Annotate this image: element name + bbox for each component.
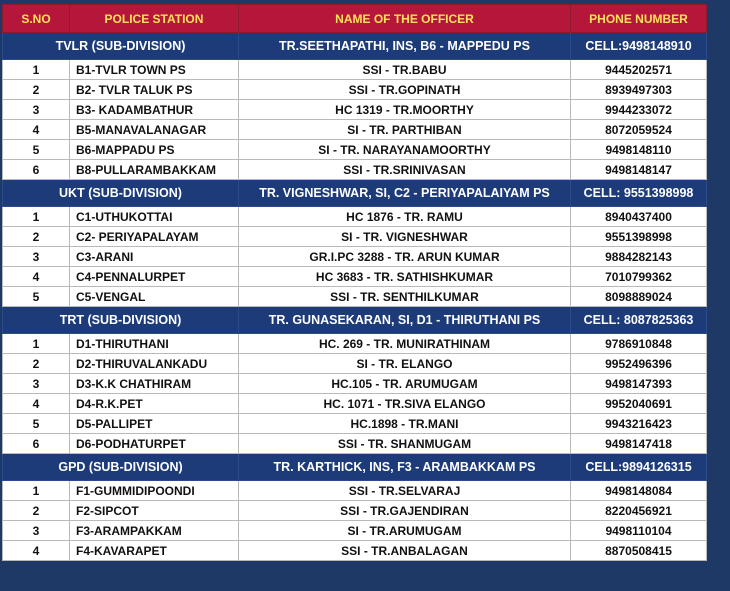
serial-number: 6 [3,434,70,454]
officer-name: HC.105 - TR. ARUMUGAM [239,374,571,394]
police-station-name: D5-PALLIPET [70,414,239,434]
phone-number: 9551398998 [571,227,707,247]
header-row [3,5,707,33]
serial-number: 4 [3,267,70,287]
phone-number: 9498110104 [571,521,707,541]
officer-name: SI - TR. PARTHIBAN [239,120,571,140]
police-station-name: C1-UTHUKOTTAI [70,207,239,227]
table-body [3,33,707,561]
officer-name: SSI - TR.ANBALAGAN [239,541,571,561]
subdivision-phone: CELL: 8087825363 [571,307,707,334]
officer-name: HC 3683 - TR. SATHISHKUMAR [239,267,571,287]
table-row [3,80,707,100]
subdivision-name: TVLR (SUB-DIVISION) [3,33,239,60]
table-row [3,521,707,541]
officer-name: SI - TR. VIGNESHWAR [239,227,571,247]
officer-name: HC 1319 - TR.MOORTHY [239,100,571,120]
serial-number: 2 [3,80,70,100]
serial-number: 3 [3,521,70,541]
phone-number: 9498147418 [571,434,707,454]
subdivision-phone: CELL: 9551398998 [571,180,707,207]
table-row [3,374,707,394]
officer-name: SI - TR. NARAYANAMOORTHY [239,140,571,160]
police-station-name: F1-GUMMIDIPOONDI [70,481,239,501]
police-station-name: B6-MAPPADU PS [70,140,239,160]
officer-name: SSI - TR.SELVARAJ [239,481,571,501]
table-row [3,414,707,434]
subdivision-name: TRT (SUB-DIVISION) [3,307,239,334]
serial-number: 1 [3,60,70,80]
table-row [3,160,707,180]
header-officer: NAME OF THE OFFICER [239,5,571,33]
serial-number: 5 [3,287,70,307]
subdivision-row [3,307,707,334]
phone-number: 8939497303 [571,80,707,100]
table-row [3,434,707,454]
table-row [3,100,707,120]
header-police-station: POLICE STATION [70,5,239,33]
police-station-name: C2- PERIYAPALAYAM [70,227,239,247]
police-station-name: F2-SIPCOT [70,501,239,521]
table-row [3,354,707,374]
serial-number: 5 [3,140,70,160]
serial-number: 3 [3,100,70,120]
police-station-name: B5-MANAVALANAGAR [70,120,239,140]
subdivision-phone: CELL:9498148910 [571,33,707,60]
table-row [3,227,707,247]
phone-number: 9884282143 [571,247,707,267]
header-sno: S.NO [3,5,70,33]
police-station-name: D6-PODHATURPET [70,434,239,454]
table-row [3,140,707,160]
subdivision-officer: TR. GUNASEKARAN, SI, D1 - THIRUTHANI PS [239,307,571,334]
officer-name: HC 1876 - TR. RAMU [239,207,571,227]
phone-number: 8940437400 [571,207,707,227]
phone-number: 8870508415 [571,541,707,561]
subdivision-name: UKT (SUB-DIVISION) [3,180,239,207]
table-row [3,267,707,287]
table-row [3,334,707,354]
officer-name: SSI - TR.GOPINATH [239,80,571,100]
phone-number: 9943216423 [571,414,707,434]
subdivision-officer: TR. KARTHICK, INS, F3 - ARAMBAKKAM PS [239,454,571,481]
phone-number: 9498148110 [571,140,707,160]
phone-number: 7010799362 [571,267,707,287]
police-station-name: C3-ARANI [70,247,239,267]
officer-name: GR.I.PC 3288 - TR. ARUN KUMAR [239,247,571,267]
officer-name: HC.1898 - TR.MANI [239,414,571,434]
phone-number: 9786910848 [571,334,707,354]
serial-number: 3 [3,247,70,267]
police-station-name: D3-K.K CHATHIRAM [70,374,239,394]
police-station-name: C5-VENGAL [70,287,239,307]
police-station-name: B2- TVLR TALUK PS [70,80,239,100]
officer-name: SSI - TR.SRINIVASAN [239,160,571,180]
table-row [3,501,707,521]
table-row [3,207,707,227]
serial-number: 3 [3,374,70,394]
officer-name: SI - TR.ARUMUGAM [239,521,571,541]
subdivision-officer: TR. VIGNESHWAR, SI, C2 - PERIYAPALAIYAM PS [239,180,571,207]
table-row [3,541,707,561]
phone-number: 9498147393 [571,374,707,394]
officer-name: SSI - TR. SHANMUGAM [239,434,571,454]
subdivision-name: GPD (SUB-DIVISION) [3,454,239,481]
subdivision-row [3,33,707,60]
header-phone: PHONE NUMBER [571,5,707,33]
serial-number: 1 [3,207,70,227]
officer-name: SSI - TR. SENTHILKUMAR [239,287,571,307]
police-station-name: D4-R.K.PET [70,394,239,414]
phone-number: 9944233072 [571,100,707,120]
serial-number: 2 [3,501,70,521]
police-station-name: F4-KAVARAPET [70,541,239,561]
phone-number: 8098889024 [571,287,707,307]
phone-number: 9952496396 [571,354,707,374]
serial-number: 6 [3,160,70,180]
serial-number: 1 [3,334,70,354]
subdivision-phone: CELL:9894126315 [571,454,707,481]
table-row [3,394,707,414]
table-row [3,287,707,307]
subdivision-officer: TR.SEETHAPATHI, INS, B6 - MAPPEDU PS [239,33,571,60]
serial-number: 1 [3,481,70,501]
phone-number: 8220456921 [571,501,707,521]
table-row [3,60,707,80]
serial-number: 2 [3,354,70,374]
table-row [3,247,707,267]
police-station-name: D1-THIRUTHANI [70,334,239,354]
serial-number: 4 [3,120,70,140]
subdivision-row [3,454,707,481]
officer-name: SI - TR. ELANGO [239,354,571,374]
serial-number: 5 [3,414,70,434]
police-station-name: D2-THIRUVALANKADU [70,354,239,374]
police-station-name: B3- KADAMBATHUR [70,100,239,120]
officer-name: SSI - TR.GAJENDIRAN [239,501,571,521]
police-station-name: B1-TVLR TOWN PS [70,60,239,80]
officer-name: HC. 269 - TR. MUNIRATHINAM [239,334,571,354]
phone-number: 9498148084 [571,481,707,501]
police-contacts-table [2,4,707,561]
serial-number: 4 [3,541,70,561]
phone-number: 9498148147 [571,160,707,180]
police-station-name: C4-PENNALURPET [70,267,239,287]
table-row [3,481,707,501]
officer-name: HC. 1071 - TR.SIVA ELANGO [239,394,571,414]
phone-number: 8072059524 [571,120,707,140]
table-row [3,120,707,140]
police-station-name: B8-PULLARAMBAKKAM [70,160,239,180]
phone-number: 9445202571 [571,60,707,80]
police-station-name: F3-ARAMPAKKAM [70,521,239,541]
officer-name: SSI - TR.BABU [239,60,571,80]
serial-number: 4 [3,394,70,414]
subdivision-row [3,180,707,207]
serial-number: 2 [3,227,70,247]
phone-number: 9952040691 [571,394,707,414]
